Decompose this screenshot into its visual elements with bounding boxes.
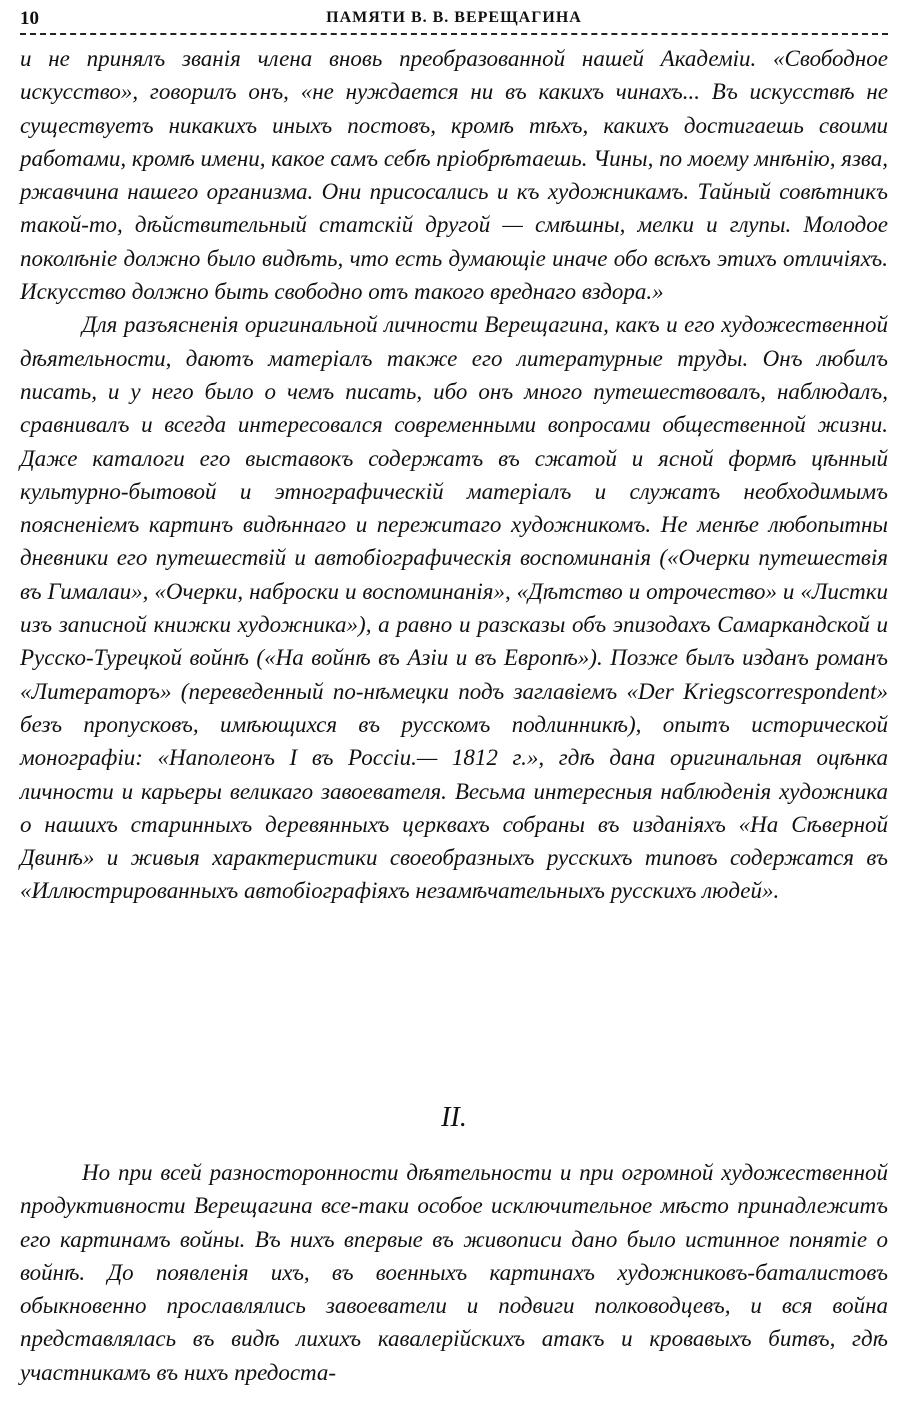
header-rule xyxy=(20,33,888,35)
section-two-text xyxy=(20,1156,888,1389)
paragraph-1: и не принялъ званія члена вновь преобразованной нашей Академіи. «Свободное искусство», говорилъ онъ, «не нуждается ни въ какихъ чинахъ... Въ искусствѣ не существуетъ никакихъ иныхъ постовъ, кромѣ тѣхъ, какихъ достигаешь своими работами, кромѣ имени, какое самъ себѣ пріобрѣтаешь. Чины, по моему мнѣнію, язва, ржавчина нашего организма. Они присосались и къ художникамъ. Тайный совѣтникъ такой-то, дѣйствительный статскій другой — смѣшны, мелки и глупы. Молодое поколѣніе должно было видѣть, что есть думающіе иначе обо всѣхъ этихъ отличіяхъ. Искусство должно быть свободно отъ такого вреднаго вздора.» xyxy=(20,46,888,305)
section-one-text xyxy=(20,42,888,908)
paragraph-3: Но при всей разносторонности дѣятельности и при огромной художественной продуктивности Верещагина все-таки особое исключительное мѣсто принадлежитъ его картинамъ войны. Въ нихъ впервые въ живописи дано было истинное понятіе о войнѣ. До появленія ихъ, въ военныхъ картинахъ художниковъ-баталистовъ обыкновенно прославлялись завоеватели и подвиги полководцевъ, и вся война представлялась въ видѣ лихихъ кавалерійскихъ атакъ и кровавыхъ битвъ, гдѣ участникамъ въ нихъ предоста- xyxy=(20,1160,888,1385)
running-head: ПАМЯТИ В. В. ВЕРЕЩАГИНА xyxy=(326,9,582,26)
paragraph-2: Для разъясненія оригинальной личности Верещагина, какъ и его художественной дѣятельности, даютъ матеріалъ также его литературные труды. Онъ любилъ писать, и у него было о чемъ писать, ибо онъ много путешествовалъ, наблюдалъ, сравнивалъ и всегда интересовался современными вопросами общественной жизни. Даже каталоги его выставокъ содержатъ въ сжатой и ясной формѣ цѣнный культурно-бытовой и этнографическій матеріалъ и служатъ необходимымъ поясненіемъ картинъ видѣннаго и пережитаго художникомъ. Не менѣе любопытны дневники его путешествій и автобіографическія воспоминанія («Очерки путешествія въ Гималаи», «Очерки, наброски и воспоминанія», «Дѣтство и отрочество» и «Листки изъ записной книжки художника»), а равно и разсказы объ эпизодахъ Самаркандской и Русско-Турецкой войнѣ («На войнѣ въ Азіи и въ Европѣ»). Позже былъ изданъ романъ «Литераторъ» (переведенный по-нѣмецки подъ заглавіемъ «Der Kriegscorrespondent» безъ пропусковъ, имѣющихся въ русскомъ подлинникѣ), опытъ исторической монографіи: «Наполеонъ I въ Россіи.— 1812 г.», гдѣ дана оригинальная оцѣнка личности и карьеры великаго завоевателя. Весьма интересныя наблюденія художника о нашихъ старинныхъ деревянныхъ церквахъ собраны въ изданіяхъ «На Сѣверной Двинѣ» и живыя характеристики своеобразныхъ русскихъ типовъ содержатся въ «Иллюстрированныхъ автобіографіяхъ незамѣчательныхъ русскихъ людей». xyxy=(20,312,888,904)
page-number: 10 xyxy=(20,8,39,29)
page-header xyxy=(20,6,888,32)
section-heading: II. xyxy=(441,1102,467,1133)
